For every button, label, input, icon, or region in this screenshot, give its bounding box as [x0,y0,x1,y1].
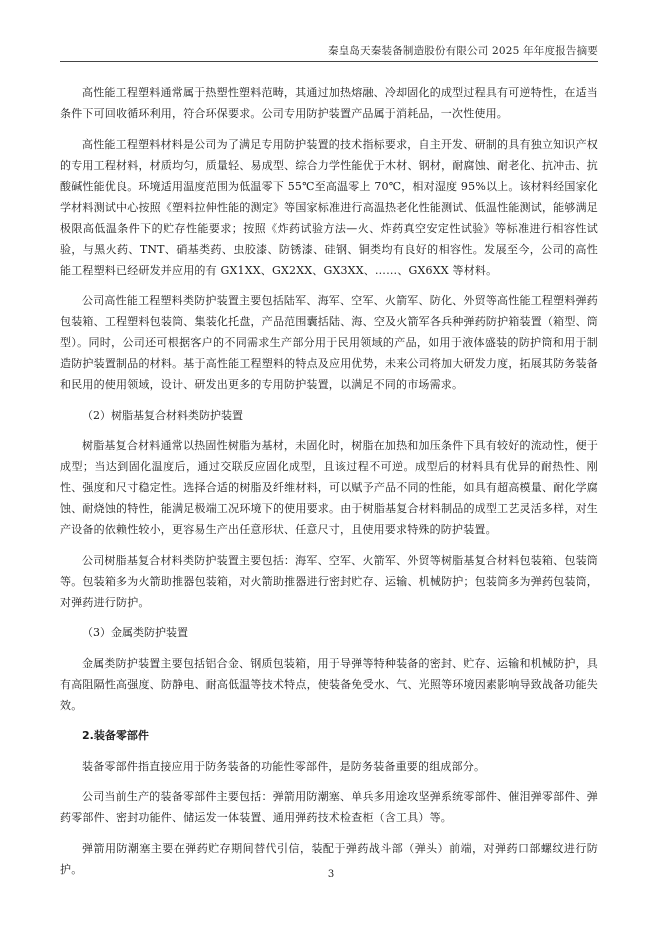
paragraph: 装备零部件指直接应用于防务装备的功能性零部件，是防务装备重要的组成部分。 [82,759,486,773]
subsection-heading: （2）树脂基复合材料类防护装置 [82,408,243,422]
paragraph: 公司树脂基复合材料类防护装置主要包括：海军、空军、火箭军、外贸等树脂基复合材料包装箱、包装筒等。包装箱多为火箭助推器包装箱，对火箭助推器进行密封贮存、运输、机械防护；包装筒多为弹药包装筒，对弹药进行防护。 [60,553,598,609]
section-heading: 2.装备零部件 [82,729,149,742]
paragraph: 金属类防护装置主要包括铝合金、钢质包装箱，用于导弹等特种装备的密封、贮存、运输和机械防护，具有高阻隔性高强度、防静电、耐高低温等技术特点，使装备免受水、气、光照等环境因素影响导致战备功能失效。 [60,656,598,712]
paragraph: 弹箭用防潮塞主要在弹药贮存期间替代引信，装配于弹药战斗部（弹头）前端，对弹药口部螺纹进行防护。 [60,841,598,876]
header-divider [60,61,598,62]
paragraph: 公司当前生产的装备零部件主要包括：弹箭用防潮塞、单兵多用途攻坚弹系统零部件、催泪弹零部件、弹药零部件、密封功能件、储运发一体装置、通用弹药技术检查柜（含工具）等。 [60,790,598,824]
paragraph: 公司高性能工程塑料类防护装置主要包括陆军、海军、空军、火箭军、防化、外贸等高性能工程塑料弹药包装箱、工程塑料包装筒、集装化托盘，产品范围囊括陆、海、空及火箭军各兵种弹药防护箱装置（箱型、筒型）。同时，公司还可根据客户的不同需求生产部分用于民用领域的产品，如用于液体盛装的防护筒和用于制造防护装置制品的材料。基于高性能工程塑料的特点及应用优势，未来公司将加大研发力度，拓展其防务装备和民用的使用领域，设计、研发出更多的专用防护装置，以满足不同的市场需求。 [60,294,598,391]
page-header: 秦皇岛天秦装备制造股份有限公司 2025 年年度报告摘要 [328,45,598,57]
subsection-heading: （3）金属类防护装置 [82,626,188,639]
document-body [60,82,598,889]
paragraph: 高性能工程塑料通常属于热塑性塑料范畴，其通过加热熔融、冷却固化的成型过程具有可逆特性，在适当条件下可回收循环利用，符合环保要求。公司专用防护装置产品属于消耗品，一次性使用。 [60,86,598,120]
page-number: 3 [327,869,335,880]
paragraph: 高性能工程塑料材料是公司为了满足专用防护装置的技术指标要求，自主开发、研制的具有独立知识产权的专用工程材料，材质均匀，质量轻、易成型、综合力学性能优于木材、钢材，耐腐蚀、耐老化、抗冲击、抗酸碱性能优良。环境适用温度范围为低温零下 55℃至高温零上 70℃，相对湿度 95%以上。该材料经国家化学材料测试中心按照《塑料拉伸性能的测定》等国家标准进行高温热老化性能测试、低温性能测试，能够满足极限高低温条件下的贮存性能要求；按照《炸药试验方法—火、炸药真空安定性试验》等标准进行相容性试验，与黑火药、TNT、硝基类药、虫胶漆、防锈漆、硅钢、铜类均有良好的相容性。发展至今，公司的高性能工程塑料已经研发并应用的有 GX1XX、GX2XX、GX3XX、……、GX6XX 等材料。 [60,137,598,277]
paragraph: 树脂基复合材料通常以热固性树脂为基材，未固化时，树脂在加热和加压条件下具有较好的流动性，便于成型；当达到固化温度后，通过交联反应固化成型，且该过程不可逆。成型后的材料具有优异的耐热性、刚性、强度和尺寸稳定性。选择合适的树脂及纤维材料，可以赋予产品不同的性能，如具有超高模量、耐化学腐蚀、耐烧蚀的特性，能满足极端工况环境下的使用要求。由于树脂基复合材料制品的成型工艺灵活多样，对生产设备的依赖性较小，更容易生产出任意形状、任意尺寸，且使用要求特殊的防护装置。 [60,439,598,536]
